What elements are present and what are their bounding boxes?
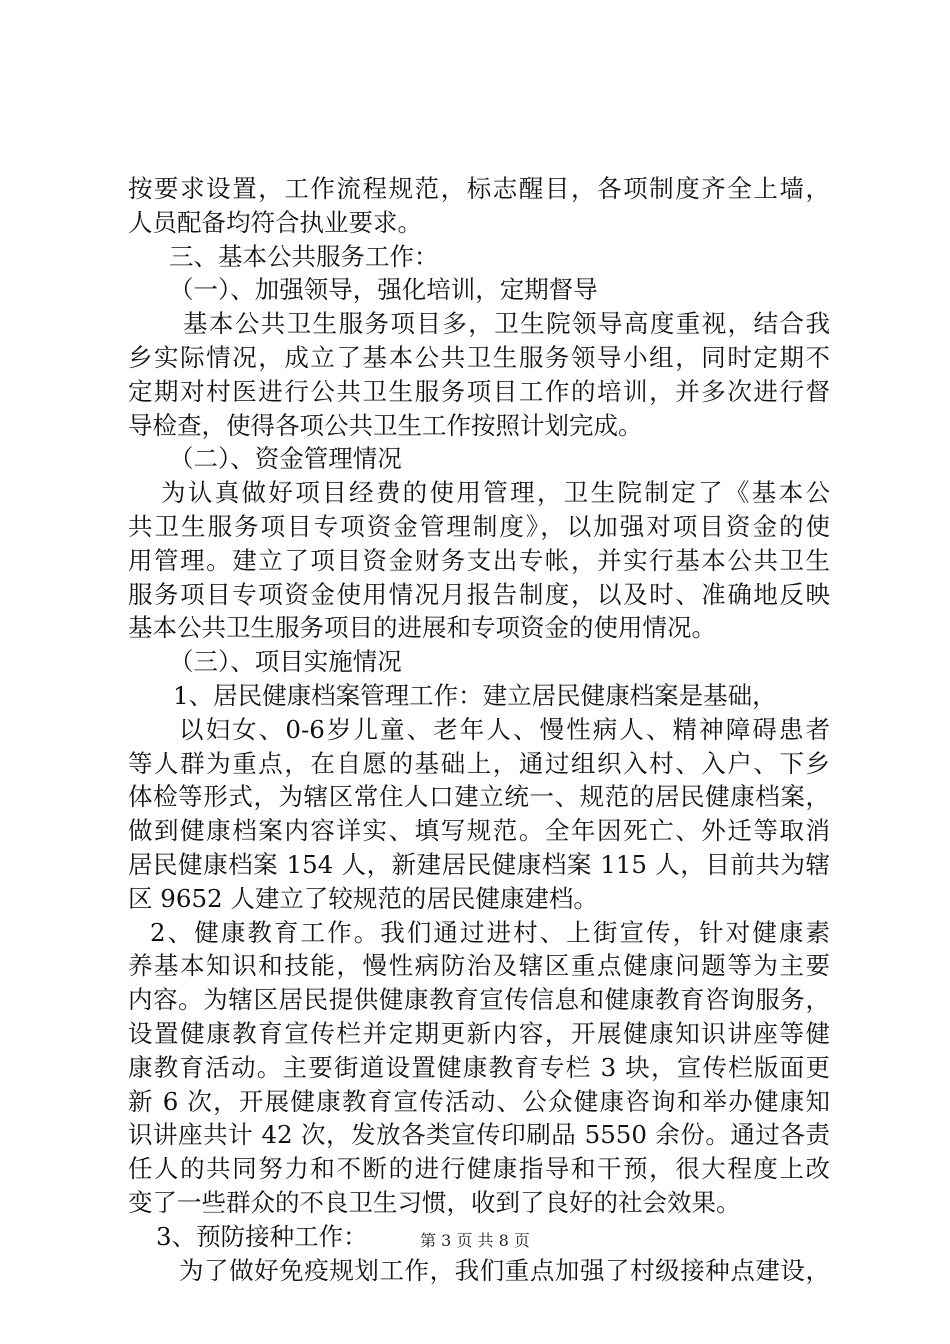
- text-line: 为认真做好项目经费的使用管理，卫生院制定了《基本公: [161, 478, 830, 508]
- text-line: 共卫生服务项目专项资金管理制度》，以加强对项目资金的使: [128, 511, 830, 541]
- text-line: 体检等形式，为辖区常住人口建立统一、规范的居民健康档案，: [128, 782, 830, 812]
- document-body: [128, 172, 830, 1287]
- text-line: 以妇女、0-6岁儿童、老年人、慢性病人、精神障碍患者: [179, 714, 830, 744]
- text-line: 3、预防接种工作：: [156, 1221, 368, 1251]
- text-line: 人员配备均符合执业要求。: [128, 207, 422, 237]
- text-line: 基本公共卫生服务项目的进展和专项资金的使用情况。: [128, 613, 716, 643]
- text-line: 识讲座共计 42 次，发放各类宣传印刷品 5550 余份。通过各责: [128, 1120, 830, 1150]
- text-line: 任人的共同努力和不断的进行健康指导和干预，很大程度上改: [128, 1154, 830, 1184]
- text-line: 变了一些群众的不良卫生习惯，收到了良好的社会效果。: [128, 1187, 741, 1217]
- text-line: 为了做好免疫规划工作，我们重点加强了村级接种点建设，: [179, 1255, 830, 1285]
- text-line: 用管理。建立了项目资金财务支出专帐，并实行基本公共卫生: [128, 545, 830, 575]
- text-line: 养基本知识和技能，慢性病防治及辖区重点健康问题等为主要: [128, 951, 830, 981]
- text-line: 区 9652 人建立了较规范的居民健康建档。: [128, 883, 598, 913]
- text-line: 内容。为辖区居民提供健康教育宣传信息和健康教育咨询服务，: [128, 985, 830, 1015]
- text-line: 新 6 次，开展健康教育宣传活动、公众健康咨询和举办健康知: [128, 1086, 830, 1116]
- subsection-heading: （一）、加强领导，强化培训，定期督导: [169, 275, 598, 305]
- subsection-heading: （三）、项目实施情况: [169, 647, 402, 677]
- text-line: 做到健康档案内容详实、填写规范。全年因死亡、外迁等取消: [128, 816, 830, 846]
- text-line: 康教育活动。主要街道设置健康教育专栏 3 块，宣传栏版面更: [128, 1052, 830, 1082]
- page-number-footer: 第 3 页 共 8 页: [420, 1231, 530, 1250]
- text-line: 乡实际情况，成立了基本公共卫生服务领导小组，同时定期不: [128, 342, 830, 372]
- text-line: 居民健康档案 154 人，新建居民健康档案 115 人，目前共为辖: [128, 849, 830, 879]
- text-line: 导检查，使得各项公共卫生工作按照计划完成。: [128, 410, 643, 440]
- text-line: 等人群为重点，在自愿的基础上，通过组织入村、入户、下乡: [128, 748, 830, 778]
- text-line: 1、居民健康档案管理工作：建立居民健康档案是基础，: [173, 680, 777, 710]
- text-line: 基本公共卫生服务项目多，卫生院领导高度重视，结合我: [183, 309, 830, 339]
- subsection-heading: （二）、资金管理情况: [169, 444, 402, 474]
- text-line: 设置健康教育宣传栏并定期更新内容，开展健康知识讲座等健: [128, 1018, 830, 1048]
- text-line: 定期对村医进行公共卫生服务项目工作的培训，并多次进行督: [128, 376, 830, 406]
- text-line: 按要求设置，工作流程规范，标志醒目，各项制度齐全上墙，: [128, 174, 830, 203]
- text-line: 2、健康教育工作。我们通过进村、上街宣传，针对健康素: [150, 917, 830, 947]
- text-line: 服务项目专项资金使用情况月报告制度，以及时、准确地反映: [128, 579, 830, 609]
- section-heading: 三、基本公共服务工作：: [169, 241, 439, 271]
